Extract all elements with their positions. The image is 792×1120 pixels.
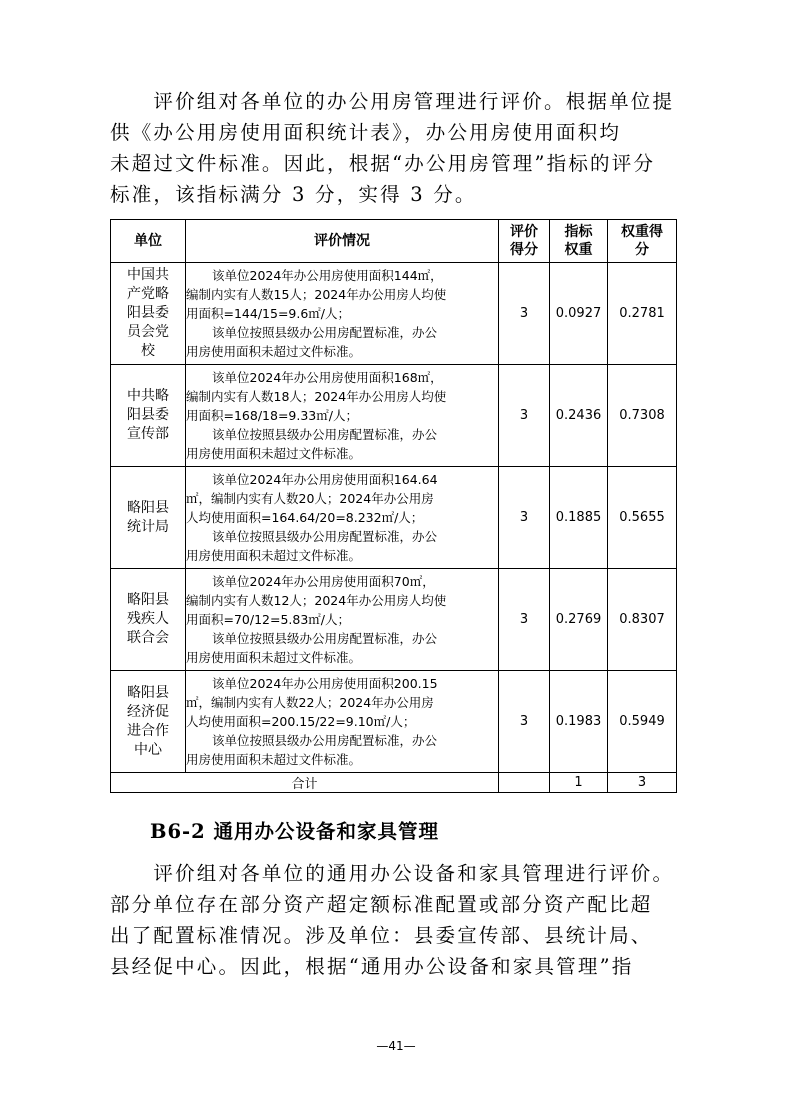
desc-line: 该单位2024年办公用房使用面积168㎡， bbox=[212, 370, 443, 385]
total-row bbox=[111, 773, 677, 793]
header-situation: 评价情况 bbox=[186, 220, 499, 263]
situation-cell bbox=[186, 467, 499, 569]
situation-cell bbox=[186, 671, 499, 773]
total-label: 合计 bbox=[111, 773, 499, 793]
desc-line: 用房使用面积未超过文件标准。 bbox=[186, 548, 362, 563]
header-score-line1: 评价 bbox=[510, 224, 538, 240]
score-cell: 3 bbox=[499, 263, 550, 365]
desc-line: 该单位按照县级办公用房配置标准，办公 bbox=[212, 529, 438, 544]
header-score bbox=[499, 220, 550, 263]
paragraph-line: 供《办公用房使用面积统计表》，办公用房使用面积均 bbox=[110, 121, 622, 144]
desc-line: 编制内实有人数15人；2024年办公用房人均使 bbox=[186, 287, 447, 302]
desc-line: 用房使用面积未超过文件标准。 bbox=[186, 752, 362, 767]
unit-cell bbox=[111, 671, 186, 773]
paragraph-line: 标准，该指标满分 3 分，实得 3 分。 bbox=[110, 183, 477, 206]
desc-line: 该单位2024年办公用房使用面积200.15 bbox=[212, 676, 438, 691]
weighted-score-cell: 0.8307 bbox=[608, 569, 677, 671]
weighted-score-cell: 0.2781 bbox=[608, 263, 677, 365]
unit-line: 统计局 bbox=[127, 518, 169, 535]
desc-line: 该单位2024年办公用房使用面积164.64 bbox=[212, 472, 438, 487]
unit-line: 经济促 bbox=[127, 703, 169, 720]
desc-line: 该单位2024年办公用房使用面积70㎡， bbox=[212, 574, 435, 589]
unit-line: 进合作 bbox=[127, 722, 169, 739]
table-row bbox=[111, 263, 677, 365]
unit-line: 中共略 bbox=[127, 388, 169, 404]
desc-line: 该单位2024年办公用房使用面积144㎡， bbox=[212, 268, 443, 283]
paragraph-line: 评价组对各单位的办公用房管理进行评价。根据单位提 bbox=[110, 90, 675, 113]
unit-line: 中国共 bbox=[127, 267, 169, 283]
unit-line: 残疾人 bbox=[127, 611, 169, 627]
section-paragraph bbox=[110, 858, 686, 982]
header-weight bbox=[550, 220, 608, 263]
unit-line: 略阳县 bbox=[127, 499, 169, 516]
desc-line: 用房使用面积未超过文件标准。 bbox=[186, 344, 362, 359]
desc-line: 用面积=144/15=9.6㎡/人； bbox=[186, 306, 351, 321]
header-weighted-line2: 分 bbox=[635, 242, 649, 258]
paragraph-line: 出了配置标准情况。涉及单位：县委宣传部、县统计局、 bbox=[110, 924, 653, 947]
desc-line: 该单位按照县级办公用房配置标准，办公 bbox=[212, 325, 438, 340]
unit-line: 校 bbox=[141, 343, 155, 359]
score-cell: 3 bbox=[499, 365, 550, 467]
situation-cell bbox=[186, 569, 499, 671]
unit-cell bbox=[111, 263, 186, 365]
total-weight: 1 bbox=[550, 773, 608, 793]
total-weighted-score: 3 bbox=[608, 773, 677, 793]
desc-line: ㎡，编制内实有人数20人；2024年办公用房 bbox=[186, 491, 434, 506]
weighted-score-cell: 0.5655 bbox=[608, 467, 677, 569]
weight-cell: 0.0927 bbox=[550, 263, 608, 365]
unit-line: 阳县委 bbox=[127, 407, 169, 423]
weighted-score-cell: 0.7308 bbox=[608, 365, 677, 467]
desc-line: 人均使用面积=200.15/22=9.10㎡/人； bbox=[186, 714, 416, 729]
desc-line: 用房使用面积未超过文件标准。 bbox=[186, 650, 362, 665]
table-header-row bbox=[111, 220, 677, 263]
desc-line: 该单位按照县级办公用房配置标准，办公 bbox=[212, 631, 438, 646]
header-score-line2: 得分 bbox=[510, 242, 538, 258]
weight-cell: 0.1885 bbox=[550, 467, 608, 569]
situation-cell bbox=[186, 365, 499, 467]
desc-line: 人均使用面积=164.64/20=8.232㎡/人； bbox=[186, 510, 424, 525]
table-row bbox=[111, 365, 677, 467]
unit-line: 产党略 bbox=[127, 286, 169, 302]
section-heading: B6-2 通用办公设备和家具管理 bbox=[150, 820, 440, 843]
intro-paragraph bbox=[110, 86, 686, 210]
score-cell: 3 bbox=[499, 569, 550, 671]
situation-cell bbox=[186, 263, 499, 365]
desc-line: 该单位按照县级办公用房配置标准，办公 bbox=[212, 733, 438, 748]
header-weighted-score bbox=[608, 220, 677, 263]
header-weight-line1: 指标 bbox=[564, 224, 593, 240]
page-number: —41— bbox=[376, 1039, 416, 1053]
unit-line: 联合会 bbox=[127, 630, 169, 646]
total-score bbox=[499, 773, 550, 793]
desc-line: 用面积=168/18=9.33㎡/人； bbox=[186, 408, 358, 423]
table-row bbox=[111, 671, 677, 773]
unit-line: 略阳县 bbox=[127, 592, 169, 608]
paragraph-line: 部分单位存在部分资产超定额标准配置或部分资产配比超 bbox=[110, 893, 653, 916]
unit-line: 中心 bbox=[134, 741, 162, 758]
score-cell: 3 bbox=[499, 671, 550, 773]
paragraph-line: 县经促中心。因此，根据“通用办公设备和家具管理”指 bbox=[110, 955, 634, 978]
weight-cell: 0.2769 bbox=[550, 569, 608, 671]
unit-line: 阳县委 bbox=[127, 305, 169, 321]
unit-line: 略阳县 bbox=[127, 684, 169, 701]
desc-line: 该单位按照县级办公用房配置标准，办公 bbox=[212, 427, 438, 442]
paragraph-line: 评价组对各单位的通用办公设备和家具管理进行评价。 bbox=[110, 862, 675, 885]
unit-cell bbox=[111, 569, 186, 671]
header-weighted-line1: 权重得 bbox=[621, 224, 663, 240]
desc-line: 用房使用面积未超过文件标准。 bbox=[186, 446, 362, 461]
header-unit: 单位 bbox=[111, 220, 186, 263]
weighted-score-cell: 0.5949 bbox=[608, 671, 677, 773]
unit-line: 员会党 bbox=[127, 324, 169, 340]
desc-line: 用面积=70/12=5.83㎡/人； bbox=[186, 612, 351, 627]
weight-cell: 0.1983 bbox=[550, 671, 608, 773]
evaluation-table bbox=[110, 219, 677, 793]
desc-line: 编制内实有人数12人；2024年办公用房人均使 bbox=[186, 593, 447, 608]
table-row bbox=[111, 467, 677, 569]
unit-cell bbox=[111, 365, 186, 467]
header-weight-line2: 权重 bbox=[564, 242, 593, 258]
desc-line: ㎡，编制内实有人数22人；2024年办公用房 bbox=[186, 695, 434, 710]
weight-cell: 0.2436 bbox=[550, 365, 608, 467]
paragraph-line: 未超过文件标准。因此，根据“办公用房管理”指标的评分 bbox=[110, 152, 656, 175]
unit-cell bbox=[111, 467, 186, 569]
unit-line: 宣传部 bbox=[127, 426, 169, 442]
table-row bbox=[111, 569, 677, 671]
score-cell: 3 bbox=[499, 467, 550, 569]
desc-line: 编制内实有人数18人；2024年办公用房人均使 bbox=[186, 389, 447, 404]
